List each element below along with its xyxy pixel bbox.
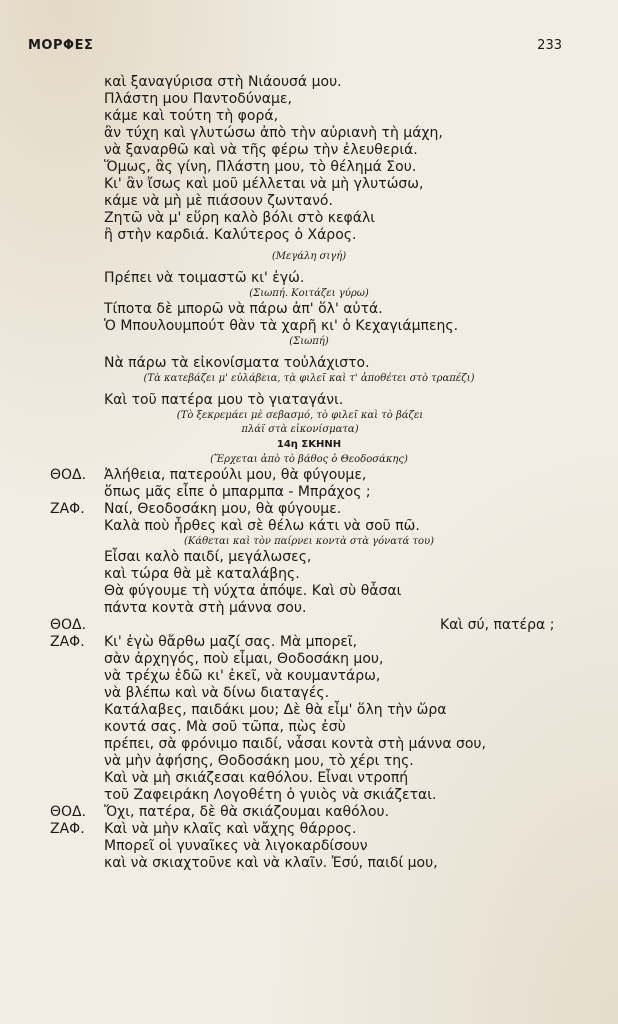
verse-line: [0, 634, 618, 651]
line-text: Κατάλαβες, παιδάκι μου; Δὲ θὰ εἶμ' ὅλη τὴν ὥρα: [104, 702, 447, 718]
line-text: Μπορεῖ οἱ γυναῖκες νὰ λιγοκαρδίσουν: [104, 838, 368, 854]
line-text: Πλάστη μου Παντοδύναμε,: [104, 91, 292, 107]
verse-line: [0, 301, 618, 318]
line-text: Καὶ τοῦ πατέρα μου τὸ γιαταγάνι.: [104, 392, 344, 408]
verse-line: [0, 159, 618, 176]
line-text: πρέπει, σὰ φρόνιμο παιδί, νἆσαι κοντὰ στὴ μάννα σου,: [104, 736, 486, 752]
stage-direction-text: πλάϊ στὰ εἰκονίσματα): [241, 424, 359, 435]
verse-line: [0, 501, 618, 518]
line-text: νὰ μὴν ἀφήσης, Θοδοσάκη μου, τὸ χέρι της.: [104, 753, 414, 769]
verse-line: [0, 484, 618, 501]
stage-direction-text: (Σιωπή): [289, 336, 329, 347]
line-text: Νὰ πάρω τὰ εἰκονίσματα τοὐλάχιστο.: [104, 355, 370, 371]
stage-direction: [0, 423, 618, 437]
line-text: Πρέπει νὰ τοιμαστῶ κι' ἐγώ.: [104, 270, 305, 286]
line-text: πάντα κοντὰ στὴ μάννα σου.: [104, 600, 307, 616]
page-number: 233: [537, 38, 562, 53]
verse-line: [0, 210, 618, 227]
verse-line: [0, 227, 618, 244]
line-text: Καὶ νὰ μὴ σκιάζεσαι καθόλου. Εἶναι ντροπή: [104, 770, 409, 786]
line-text: καὶ ξαναγύρισα στὴ Νιάουσά μου.: [104, 74, 342, 90]
line-text: Ναί, Θεοδοσάκη μου, θὰ φύγουμε.: [104, 501, 342, 517]
line-text: Κι' ἐγὼ θἄρθω μαζί σας. Μὰ μπορεῖ,: [104, 634, 358, 650]
verse-line: [0, 74, 618, 91]
speaker-label: ΘΟΔ.: [50, 467, 87, 483]
verse-line: [0, 142, 618, 159]
line-text: Θὰ φύγουμε τὴ νύχτα ἀπόψε. Καὶ σὺ θἆσαι: [104, 583, 402, 599]
stage-direction: [0, 287, 618, 301]
verse-line: [0, 176, 618, 193]
play-text: [0, 74, 618, 872]
line-text: ἂν τύχη καὶ γλυτώσω ἀπὸ τὴν αὐριανὴ τὴ μάχη,: [104, 125, 443, 141]
verse-line: [0, 719, 618, 736]
line-text: Ἀλήθεια, πατερούλι μου, θὰ φύγουμε,: [104, 467, 367, 483]
line-text: Εἶσαι καλὸ παιδί, μεγάλωσες,: [104, 549, 312, 565]
line-text: Τίποτα δὲ μπορῶ νὰ πάρω ἀπ' ὅλ' αὐτά.: [104, 301, 383, 317]
line-text: Ὁ Μπουλουμπούτ θὰν τὰ χαρῆ κι' ὁ Κεχαγιάμπεης.: [104, 318, 459, 334]
verse-line: [0, 355, 618, 372]
verse-line: [0, 685, 618, 702]
line-text: ὅπως μᾶς εἶπε ὁ μπαρμπα - Μπράχος ;: [104, 484, 371, 500]
verse-line: [0, 549, 618, 566]
verse-line: [0, 668, 618, 685]
scene-heading: [0, 437, 618, 453]
verse-line: [0, 770, 618, 787]
line-text: Ζητῶ νὰ μ' εὕρη καλὸ βόλι στὸ κεφάλι: [104, 210, 376, 226]
verse-line: [0, 108, 618, 125]
stage-direction-text: (Κάθεται καὶ τὸν παίρνει κοντὰ στὰ γόνατά του): [183, 536, 435, 547]
stage-direction: [0, 372, 618, 386]
scene-heading-text: 14η ΣΚΗΝΗ: [276, 439, 342, 450]
stage-direction: [0, 453, 618, 467]
verse-line: [0, 270, 618, 287]
line-text: Καλὰ ποὺ ἦρθες καὶ σὲ θέλω κάτι νὰ σοῦ πῶ.: [104, 518, 420, 534]
line-text: Καὶ σύ, πατέρα ;: [440, 617, 555, 633]
line-text: σὰν ἀρχηγός, ποὺ εἶμαι, Θοδοσάκη μου,: [104, 651, 384, 667]
stage-direction: [0, 335, 618, 349]
speaker-label: ΖΑΦ.: [50, 501, 85, 517]
stage-direction-text: (Μεγάλη σιγή): [271, 251, 347, 262]
verse-line: [0, 736, 618, 753]
speaker-label: ΘΟΔ.: [50, 804, 87, 820]
verse-line: [0, 617, 618, 634]
verse-line: [0, 91, 618, 108]
line-text: Ὅμως, ἂς γίνη, Πλάστη μου, τὸ θέλημά Σου.: [104, 159, 417, 175]
verse-line: [0, 702, 618, 719]
verse-line: [0, 193, 618, 210]
verse-line: [0, 821, 618, 838]
line-text: κάμε νὰ μὴ μὲ πιάσουν ζωντανό.: [104, 193, 333, 209]
verse-line: [0, 600, 618, 617]
stage-direction: [0, 535, 618, 549]
verse-line: [0, 651, 618, 668]
line-text: νὰ βλέπω καὶ νὰ δίνω διαταγές.: [104, 685, 330, 701]
verse-line: [0, 318, 618, 335]
verse-line: [0, 804, 618, 821]
speaker-label: ΖΑΦ.: [50, 821, 85, 837]
verse-line: [0, 583, 618, 600]
line-text: κάμε καὶ τούτη τὴ φορά,: [104, 108, 279, 124]
stage-direction-text: (Τὸ ξεκρεμάει μὲ σεβασμό, τὸ φιλεῖ καὶ τὸ βάζει: [176, 410, 424, 421]
line-text: Καὶ νὰ μὴν κλαῖς καὶ νἄχης θάρρος.: [104, 821, 357, 837]
stage-direction: [0, 409, 618, 423]
line-text: τοῦ Ζαφειράκη Λογοθέτη ὁ γυιὸς νὰ σκιάζεται.: [104, 787, 437, 803]
verse-line: [0, 753, 618, 770]
verse-line: [0, 566, 618, 583]
line-text: Ὄχι, πατέρα, δὲ θὰ σκιάζουμαι καθόλου.: [104, 804, 390, 820]
stage-direction-text: (Σιωπή. Κοιτάζει γύρω): [249, 288, 369, 299]
line-text: καὶ τώρα θὰ μὲ καταλάβης.: [104, 566, 300, 582]
verse-line: [0, 125, 618, 142]
line-text: καὶ νὰ σκιαχτοῦνε καὶ νὰ κλαῖν. Ἐσύ, παιδί μου,: [104, 855, 438, 871]
verse-line: [0, 518, 618, 535]
speaker-label: ΖΑΦ.: [50, 634, 85, 650]
verse-line: [0, 787, 618, 804]
stage-direction-text: (Ἔρχεται ἀπὸ τὸ βάθος ὁ Θεοδοσάκης): [210, 454, 408, 465]
running-header: ΜΟΡΦΕΣ: [28, 38, 94, 53]
verse-line: [0, 838, 618, 855]
line-text: ἢ στὴν καρδιά. Καλύτερος ὁ Χάρος.: [104, 227, 357, 243]
stage-direction: [0, 250, 618, 264]
verse-line: [0, 855, 618, 872]
line-text: νὰ ξαναρθῶ καὶ νὰ τῆς φέρω τὴν ἐλευθεριά.: [104, 142, 418, 158]
stage-direction-text: (Τὰ κατεβάζει μ' εὐλάβεια, τὰ φιλεῖ καὶ τ' ἀποθέτει στὸ τραπέζι): [143, 373, 475, 384]
speaker-label: ΘΟΔ.: [50, 617, 87, 633]
line-text: νὰ τρέχω ἐδῶ κι' ἐκεῖ, νὰ κουμαντάρω,: [104, 668, 381, 684]
line-text: Κι' ἂν ἴσως καὶ μοῦ μέλλεται νὰ μὴ γλυτώσω,: [104, 176, 424, 192]
verse-line: [0, 392, 618, 409]
verse-line: [0, 467, 618, 484]
line-text: κοντά σας. Μὰ σοῦ τῶπα, πὼς ἐσὺ: [104, 719, 346, 735]
